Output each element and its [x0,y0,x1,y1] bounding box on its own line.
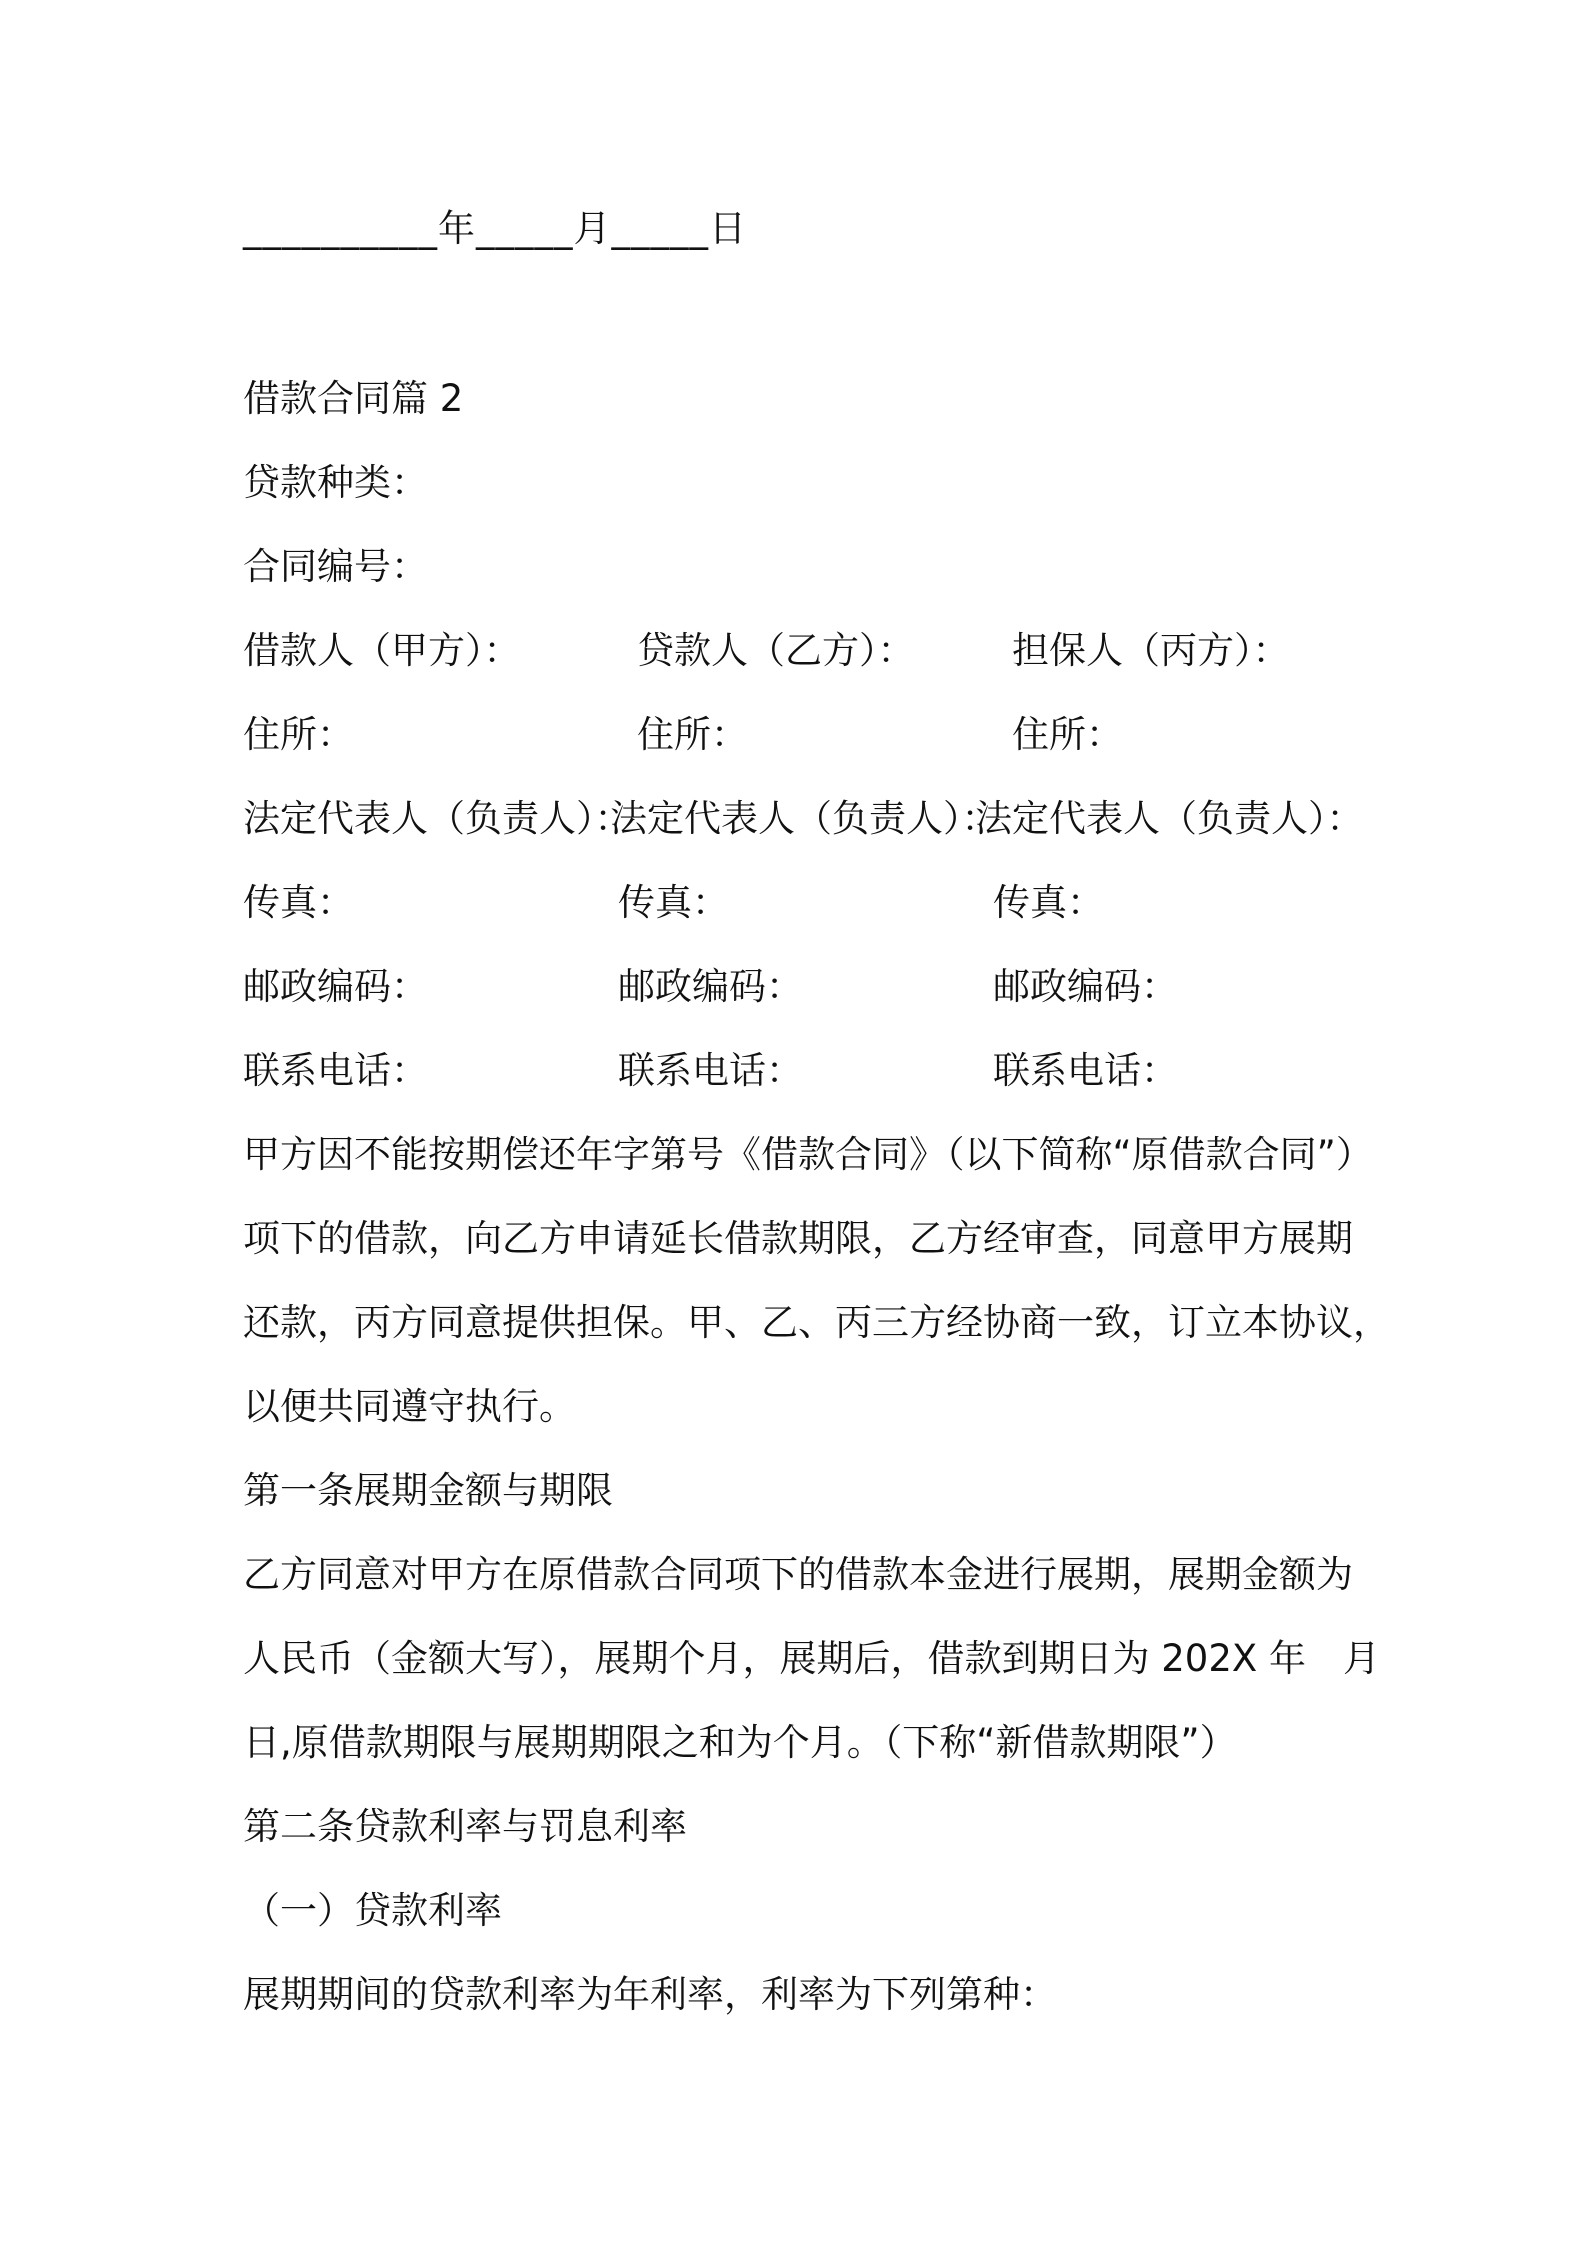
party-row-fax [0,880,1586,926]
article-1-line: 乙方同意对甲方在原借款合同项下的借款本金进行展期，展期金额为 [243,1553,1353,1596]
lender-label: 贷款人（乙方）： [637,629,915,672]
borrower-representative-label: 法定代表人（负责人）： [243,797,632,840]
party-row-phone [0,1048,1586,1094]
lender-phone-label: 联系电话： [618,1049,803,1092]
article-1-title: 第一条展期金额与期限 [243,1469,613,1512]
article-1-line: 人民币（金额大写），展期个月，展期后，借款到期日为 202X 年 月 [243,1637,1380,1680]
guarantor-address-label: 住所： [1012,713,1123,756]
lender-representative-label: 法定代表人（负责人）： [610,797,999,840]
intro-line: 项下的借款，向乙方申请延长借款期限，乙方经审查，同意甲方展期 [243,1217,1353,1260]
intro-line: 甲方因不能按期偿还年字第号《借款合同》（以下简称“原借款合同”） [243,1133,1373,1176]
article-1-line: 日,原借款期限与展期期限之和为个月。（下称“新借款期限”） [243,1721,1237,1764]
guarantor-label: 担保人（丙方）： [1012,629,1290,672]
lender-postcode-label: 邮政编码： [618,965,803,1008]
loan-type-label: 贷款种类： [243,461,428,504]
lender-fax-label: 传真： [618,881,729,924]
party-row-representative [0,796,1586,842]
party-row-address [0,712,1586,758]
guarantor-phone-label: 联系电话： [993,1049,1178,1092]
article-2-title: 第二条贷款利率与罚息利率 [243,1805,687,1848]
borrower-fax-label: 传真： [243,881,354,924]
intro-line: 还款，丙方同意提供担保。甲、乙、丙三方经协商一致，订立本协议， [243,1301,1390,1344]
lender-address-label: 住所： [637,713,748,756]
guarantor-representative-label: 法定代表人（负责人）： [975,797,1364,840]
intro-line: 以便共同遵守执行。 [243,1385,576,1428]
party-row-names [0,628,1586,674]
party-row-postcode [0,964,1586,1010]
article-2-subsection: （一）贷款利率 [243,1889,502,1932]
section-heading: 借款合同篇 2 [243,377,464,420]
contract-number-label: 合同编号： [243,545,428,588]
borrower-address-label: 住所： [243,713,354,756]
borrower-label: 借款人（甲方）： [243,629,521,672]
date-line: __________年_____月_____日 [243,207,747,250]
borrower-phone-label: 联系电话： [243,1049,428,1092]
article-2-line: 展期期间的贷款利率为年利率，利率为下列第种： [243,1973,1057,2016]
guarantor-postcode-label: 邮政编码： [993,965,1178,1008]
guarantor-fax-label: 传真： [993,881,1104,924]
borrower-postcode-label: 邮政编码： [243,965,428,1008]
